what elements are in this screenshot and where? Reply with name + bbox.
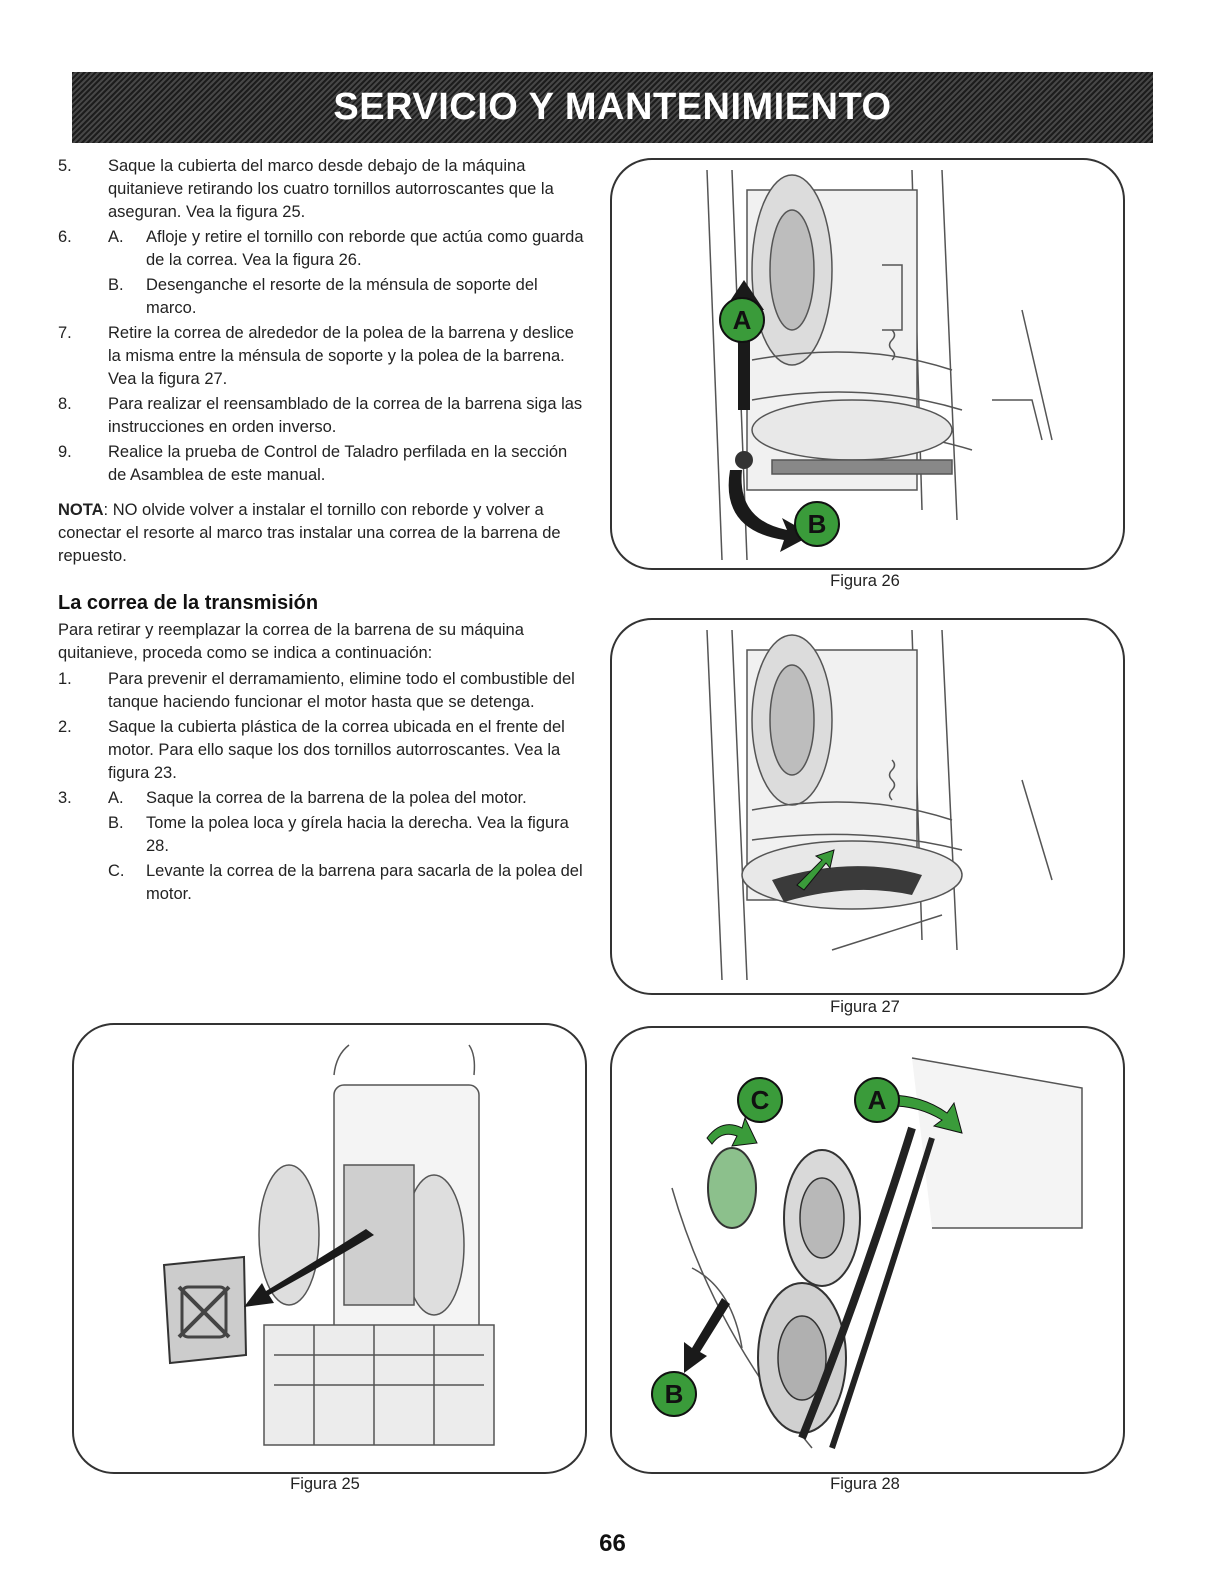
step-text: Para realizar el reensamblado de la correa de la barrena siga las instrucciones en orden inverso.	[108, 395, 583, 436]
step-text: Desenganche el resorte de la ménsula de soporte del marco.	[146, 276, 538, 317]
callout-a-icon	[855, 1078, 899, 1122]
callout-b-icon	[652, 1372, 696, 1416]
note-paragraph	[58, 499, 588, 568]
step-2: 2. Saque la cubierta plástica de la correa ubicada en el frente del motor. Para ello saque los dos tornillos autorroscantes. Vea la figura 23.	[58, 718, 565, 782]
figure-27-caption: Figura 27	[830, 998, 900, 1016]
figure-27	[610, 618, 1125, 995]
instructions-column	[58, 155, 588, 908]
step-3c: C. Levante la correa de la barrena para sacarla de la polea del motor.	[108, 862, 583, 903]
step-text: Saque la correa de la barrena de la polea del motor.	[146, 789, 527, 807]
step-3a: A. Saque la correa de la barrena de la polea del motor.	[108, 789, 527, 807]
figure-26-illustration	[612, 160, 1123, 568]
svg-text:C: C	[750, 1085, 770, 1115]
step-3b: B. Tome la polea loca y gírela hacia la derecha. Vea la figura 28.	[108, 814, 569, 855]
figure-27-illustration	[612, 620, 1123, 993]
note-text: : NO olvide volver a instalar el tornillo con reborde y volver a conectar el resorte al marco tras instalar una correa de la barrena de repuesto.	[58, 501, 561, 565]
belt-cover-icon	[164, 1257, 246, 1363]
svg-text:A: A	[732, 305, 752, 335]
svg-text:B: B	[664, 1379, 684, 1409]
figure-26	[610, 158, 1125, 570]
callout-a-icon	[720, 298, 764, 342]
figure-28-illustration	[612, 1028, 1123, 1472]
step-text: Realice la prueba de Control de Taladro perfilada en la sección de Asamblea de este manual.	[108, 443, 568, 484]
svg-text:A: A	[867, 1085, 887, 1115]
callout-c-icon	[738, 1078, 782, 1122]
step-1: 1. Para prevenir el derramamiento, elimine todo el combustible del tanque haciendo funcionar el motor hasta que se detenga.	[58, 670, 575, 711]
callout-b-icon	[795, 502, 839, 546]
page-number: 66	[599, 1530, 626, 1557]
step-text: Levante la correa de la barrena para sacarla de la polea del motor.	[146, 862, 583, 903]
step-6b: B. Desenganche el resorte de la ménsula de soporte del marco.	[108, 276, 538, 317]
step-text: Para prevenir el derramamiento, elimine todo el combustible del tanque haciendo funcionar el motor hasta que se detenga.	[108, 670, 575, 711]
svg-text:B: B	[807, 509, 827, 539]
step-text: Tome la polea loca y gírela hacia la derecha. Vea la figura 28.	[146, 814, 569, 855]
step-6a: A. Afloje y retire el tornillo con reborde que actúa como guarda de la correa. Vea la figura 26.	[108, 228, 584, 269]
figure-26-caption: Figura 26	[830, 572, 900, 590]
section-heading: La correa de la transmisión	[58, 592, 319, 614]
step-9: 9. Realice la prueba de Control de Taladro perfilada en la sección de Asamblea de este manual.	[58, 443, 568, 484]
figure-28-caption: Figura 28	[830, 1475, 900, 1493]
step-6: 6. A. Afloje y retire el tornillo con reborde que actúa como guarda de la correa. Vea la figura 26. B. Desenganche el resorte de la ménsula de soporte del marco.	[58, 226, 588, 320]
step-3: 3. A. Saque la correa de la barrena de la polea del motor. B. Tome la polea loca y gírela hacia la derecha. Vea la figura 28. C. Levante la correa de la barrena para sacarla de la polea del motor.	[58, 787, 588, 906]
step-text: Retire la correa de alrededor de la polea de la barrena y deslice la misma entre la ménsula de soporte y la polea de la barrena. Vea la figura 27.	[108, 324, 574, 388]
figure-28	[610, 1026, 1125, 1474]
pulley-icon	[708, 1148, 860, 1433]
section-banner	[72, 72, 1153, 143]
step-5: 5. Saque la cubierta del marco desde debajo de la máquina quitanieve retirando los cuatro tornillos autorroscantes que la aseguran. Vea la figura 25.	[58, 157, 554, 221]
figure-25-illustration	[74, 1025, 585, 1472]
figure-25	[72, 1023, 587, 1474]
page-title: SERVICIO Y MANTENIMIENTO	[333, 86, 892, 128]
section-intro: Para retirar y reemplazar la correa de la barrena de su máquina quitanieve, proceda como se indica a continuación:	[58, 621, 524, 662]
step-8: 8. Para realizar el reensamblado de la correa de la barrena siga las instrucciones en orden inverso.	[58, 395, 583, 436]
step-text: Saque la cubierta plástica de la correa ubicada en el frente del motor. Para ello saque los dos tornillos autorroscantes. Vea la figura 23.	[108, 718, 565, 782]
note-label: NOTA	[58, 501, 104, 519]
step-text: Afloje y retire el tornillo con reborde que actúa como guarda de la correa. Vea la figura 26.	[146, 228, 584, 269]
figure-25-caption: Figura 25	[290, 1475, 360, 1493]
step-7: 7. Retire la correa de alrededor de la polea de la barrena y deslice la misma entre la ménsula de soporte y la polea de la barrena. Vea la figura 27.	[58, 324, 574, 388]
step-text: Saque la cubierta del marco desde debajo de la máquina quitanieve retirando los cuatro tornillos autorroscantes que la aseguran. Vea la figura 25.	[108, 157, 554, 221]
